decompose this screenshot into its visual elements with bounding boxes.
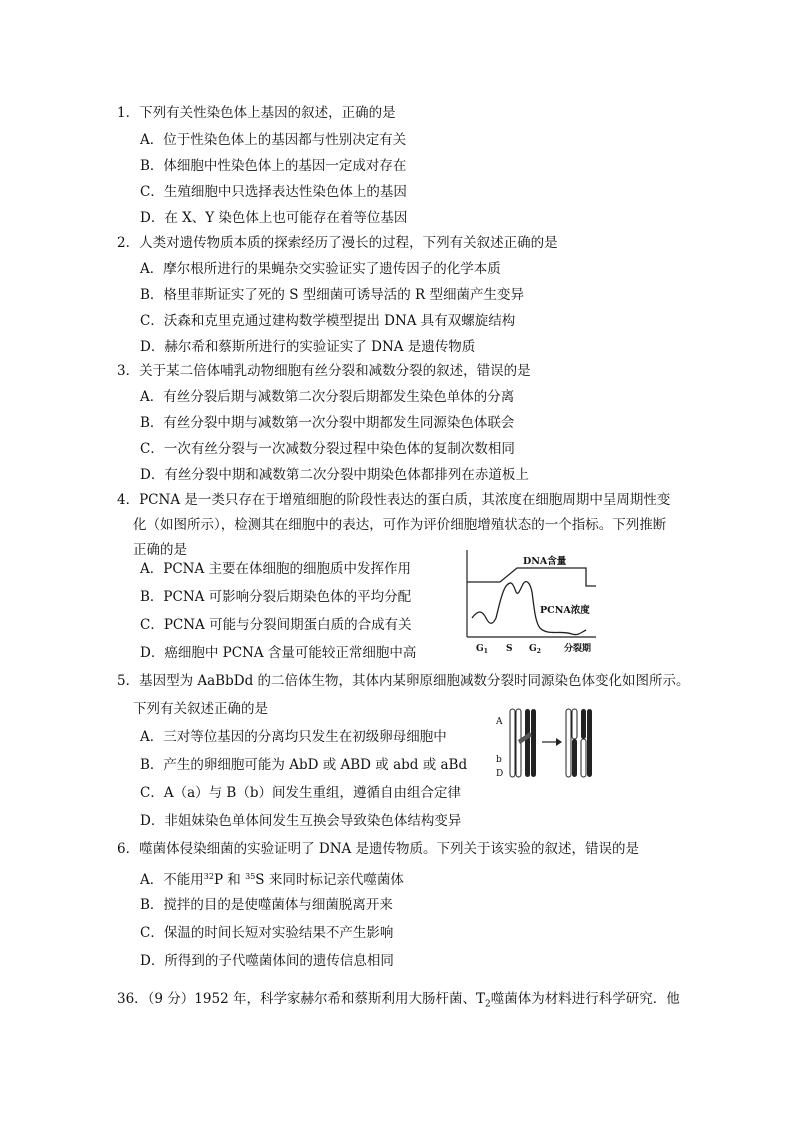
question-5-stem-line-2: 下列有关叙述正确的是	[133, 701, 268, 717]
question-5-option-a: A．三对等位基因的分离均只发生在初级卵母细胞中	[140, 729, 447, 745]
question-4-stem-line-1: 4．PCNA 是一类只存在于增殖细胞的阶段性表达的蛋白质，其浓度在细胞周期中呈周期性变	[117, 492, 671, 508]
question-6-option-a: A．不能用$^{32}$P 和 $^{35}$S 来同时标记亲代噬菌体	[140, 872, 404, 888]
allele-b-label: b	[496, 755, 502, 765]
question-4-option-b: B．PCNA 可影响分裂后期染色体的平均分配	[140, 589, 412, 605]
question-2-option-b: B．格里菲斯证实了死的 S 型细菌可诱导活的 R 型细菌产生变异	[140, 287, 524, 303]
question-5-option-c: C．A（a）与 B（b）间发生重组，遵循自由组合定律	[140, 785, 461, 801]
s-label: S	[506, 644, 513, 654]
question-3-stem: 3．关于某二倍体哺乳动物细胞有丝分裂和减数分裂的叙述，错误的是	[117, 363, 531, 379]
question-4-option-c: C．PCNA 可能与分裂间期蛋白质的合成有关	[140, 617, 412, 633]
chromosome-pair-before	[510, 709, 536, 777]
question-1-option-b: B．体细胞中性染色体上的基因一定成对存在	[140, 158, 407, 174]
question-6-option-d: D．所得到的子代噬菌体间的遗传信息相同	[140, 953, 394, 969]
question-5-option-b: B．产生的卵细胞可能为 AbD 或 ABD 或 abd 或 aBd	[140, 757, 468, 773]
question-5-stem-line-1: 5．基因型为 AaBbDd 的二倍体生物，其体内某卵原细胞减数分裂时同源染色体变化如图所示。	[117, 673, 690, 689]
question-6-option-c: C．保温的时间长短对实验结果不产生影响	[140, 925, 394, 941]
chromosome-pair-after	[566, 709, 592, 777]
question-4-option-a: A．PCNA 主要在体细胞的细胞质中发挥作用	[140, 561, 412, 577]
question-2-option-d: D．赫尔希和蔡斯所进行的实验证实了 DNA 是遗传物质	[140, 339, 476, 355]
question-3-option-c: C．一次有丝分裂与一次减数分裂过程中染色体的复制次数相同	[140, 441, 515, 457]
chromosome-figure	[494, 706, 604, 782]
question-3-option-b: B．有丝分裂中期与减数第一次分裂中期都发生同源染色体联会	[140, 415, 515, 431]
question-6-option-b: B．搅拌的目的是使噬菌体与细菌脱离开来	[140, 897, 393, 913]
question-2-option-c: C．沃森和克里克通过建构数学模型提出 DNA 具有双螺旋结构	[140, 313, 516, 329]
question-3-option-a: A．有丝分裂后期与减数第二次分裂后期都发生染色单体的分离	[140, 389, 515, 405]
question-1-option-a: A．位于性染色体上的基因都与性别决定有关	[140, 132, 407, 148]
question-4-option-d: D．癌细胞中 PCNA 含量可能较正常细胞中高	[140, 645, 417, 661]
dna-content-curve	[467, 568, 596, 586]
pcna-figure	[460, 548, 612, 658]
question-2-option-a: A．摩尔根所进行的果蝇杂交实验证实了遗传因子的化学本质	[140, 261, 501, 277]
question-4-stem-line-2: 化（如图所示），检测其在细胞中的表达，可作为评价细胞增殖状态的一个指标。下列推断	[133, 517, 667, 533]
division-phase-label: 分裂期	[564, 644, 592, 654]
question-5-option-d: D．非姐妹染色单体间发生互换会导致染色体结构变异	[140, 813, 462, 829]
allele-a-label: A	[496, 717, 503, 727]
arrow-icon	[542, 738, 562, 746]
question-3-option-d: D．有丝分裂中期和减数第二次分裂中期染色体都排列在赤道板上	[140, 467, 529, 483]
g1-label: $G_1$	[476, 644, 488, 655]
question-36-stem: 36．（9 分）1952 年，科学家赫尔希和蔡斯利用大肠杆菌、$T_2$噬菌体为材料进行科学研究．他	[117, 991, 680, 1010]
question-1-option-c: C．生殖细胞中只选择表达性染色体上的基因	[140, 184, 407, 200]
g2-label: $G_2$	[529, 644, 541, 655]
pcna-concentration-label: PCNA浓度	[540, 605, 590, 616]
question-4-stem-line-3: 正确的是	[133, 542, 187, 558]
dna-content-label: DNA含量	[523, 556, 567, 567]
question-2-stem: 2．人类对遗传物质本质的探索经历了漫长的过程，下列有关叙述正确的是	[117, 235, 558, 251]
allele-d-label: D	[496, 769, 504, 779]
question-1-stem: 1．下列有关性染色体上基因的叙述，正确的是	[117, 105, 396, 121]
question-6-stem: 6．噬菌体侵染细菌的实验证明了 DNA 是遗传物质。下列关于该实验的叙述，错误的是	[117, 841, 640, 857]
question-1-option-d: D．在 X、Y 染色体上也可能存在着等位基因	[140, 210, 408, 226]
